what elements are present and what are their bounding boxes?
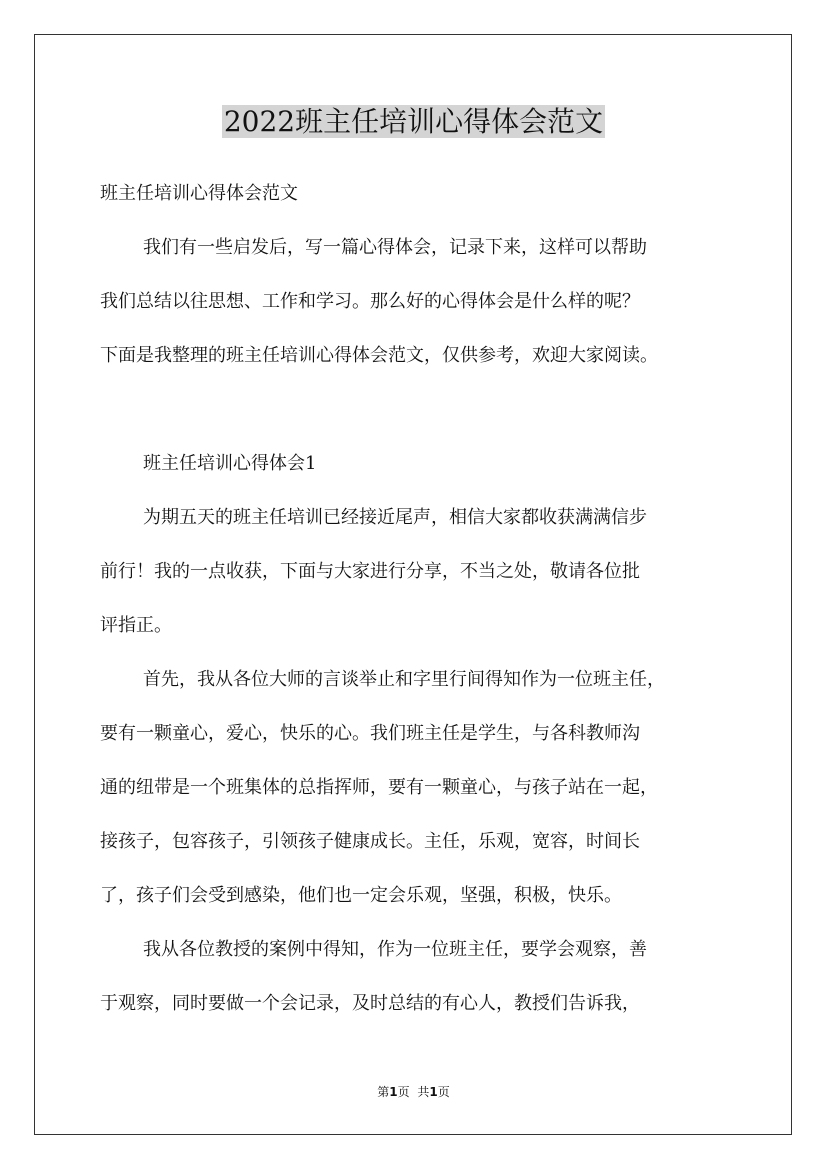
document-subtitle: 班主任培训心得体会范文 — [100, 183, 298, 204]
para2-line-5: 了，孩子们会受到感染，他们也一定会乐观，坚强，积极，快乐。 — [100, 885, 622, 906]
page-footer — [0, 1083, 827, 1101]
para1-line-3: 评指正。 — [100, 615, 172, 636]
para2-line-2: 要有一颗童心，爱心，快乐的心。我们班主任是学生，与各科教师沟 — [100, 723, 640, 744]
footer-total-prefix: 共 — [417, 1085, 430, 1099]
para2-line-3: 通的纽带是一个班集体的总指挥师，要有一颗童心，与孩子站在一起， — [100, 777, 658, 798]
para2-line-1: 首先，我从各位大师的言谈举止和字里行间得知作为一位班主任， — [143, 669, 665, 690]
para3-line-1: 我从各位教授的案例中得知，作为一位班主任，要学会观察，善 — [143, 939, 647, 960]
footer-page-prefix: 第 — [377, 1085, 390, 1099]
para3-line-2: 于观察，同时要做一个会记录，及时总结的有心人，教授们告诉我， — [100, 993, 640, 1014]
footer-page-number: 1 — [389, 1085, 398, 1099]
section-heading: 班主任培训心得体会1 — [143, 453, 317, 474]
para2-line-4: 接孩子，包容孩子，引领孩子健康成长。主任，乐观，宽容，时间长 — [100, 831, 640, 852]
intro-line-3: 下面是我整理的班主任培训心得体会范文，仅供参考，欢迎大家阅读。 — [100, 345, 658, 366]
para1-line-1: 为期五天的班主任培训已经接近尾声，相信大家都收获满满信步 — [143, 507, 647, 528]
footer-total-suffix: 页 — [437, 1085, 450, 1099]
intro-line-1: 我们有一些启发后，写一篇心得体会，记录下来，这样可以帮助 — [143, 237, 647, 258]
document-title-text: 2022班主任培训心得体会范文 — [223, 105, 604, 138]
document-title — [0, 100, 827, 144]
footer-total-number: 1 — [429, 1085, 438, 1099]
intro-line-2: 我们总结以往思想、工作和学习。那么好的心得体会是什么样的呢？ — [100, 291, 640, 312]
footer-page-suffix: 页 — [397, 1085, 410, 1099]
para1-line-2: 前行！我的一点收获，下面与大家进行分享，不当之处，敬请各位批 — [100, 561, 640, 582]
